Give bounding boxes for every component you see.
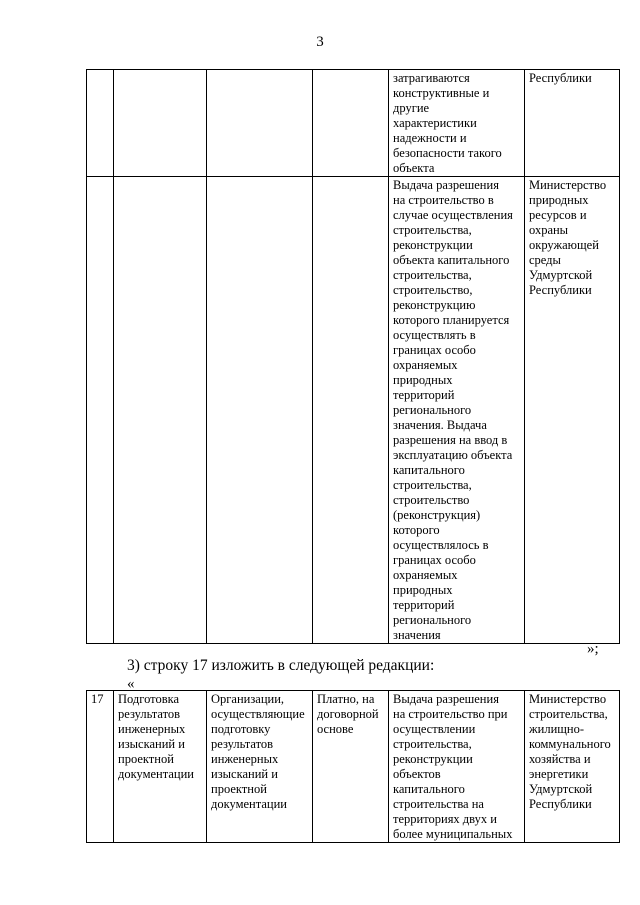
cell-number [87,70,114,177]
cell-authority: Министерство природных ресурсов и охраны окружающей среды Удмуртской Республики [525,177,620,644]
cell-service [114,177,207,644]
table-row [87,70,620,177]
cell-provider [207,177,313,644]
closing-quote: »; [587,641,599,657]
cell-number: 17 [87,691,114,843]
cell-service [114,70,207,177]
cell-service: Подготовка результатов инженерных изысканий и проектной документации [114,691,207,843]
table-row [87,691,620,843]
table-row-17 [86,690,620,843]
table-row [87,177,620,644]
cell-provider [207,70,313,177]
cell-payment: Платно, на договорной основе [313,691,389,843]
opening-quote: « [127,676,135,692]
cell-payment [313,177,389,644]
cell-provider: Организации, осуществляющие подготовку результатов инженерных изысканий и проектной документации [207,691,313,843]
cell-authority: Министерство строительства, жилищно- коммунального хозяйства и энергетики Удмуртской Республики [525,691,620,843]
cell-authority: Республики [525,70,620,177]
amendment-instruction: 3) строку 17 изложить в следующей редакции: [127,657,435,674]
cell-payment [313,70,389,177]
cell-number [87,177,114,644]
cell-linked-service: Выдача разрешения на строительство в случае осуществления строительства, реконструкции объекта капитального строительства, строительство, реконструкцию которого планируется осуществлять в границах особо охраняемых природных территорий регионального значения. Выдача разрешения на ввод в эксплуатацию объекта капитального строительства, строительство (реконструкция) которого осуществлялось в границах особо охраняемых природных территорий регионального значения [389,177,525,644]
cell-linked-service: Выдача разрешения на строительство при осуществлении строительства, реконструкции объектов капитального строительства на территориях двух и более муниципальных [389,691,525,843]
table-continued [86,69,620,644]
page-number: 3 [316,34,324,50]
cell-linked-service: затрагиваются конструктивные и другие характеристики надежности и безопасности такого объекта [389,70,525,177]
